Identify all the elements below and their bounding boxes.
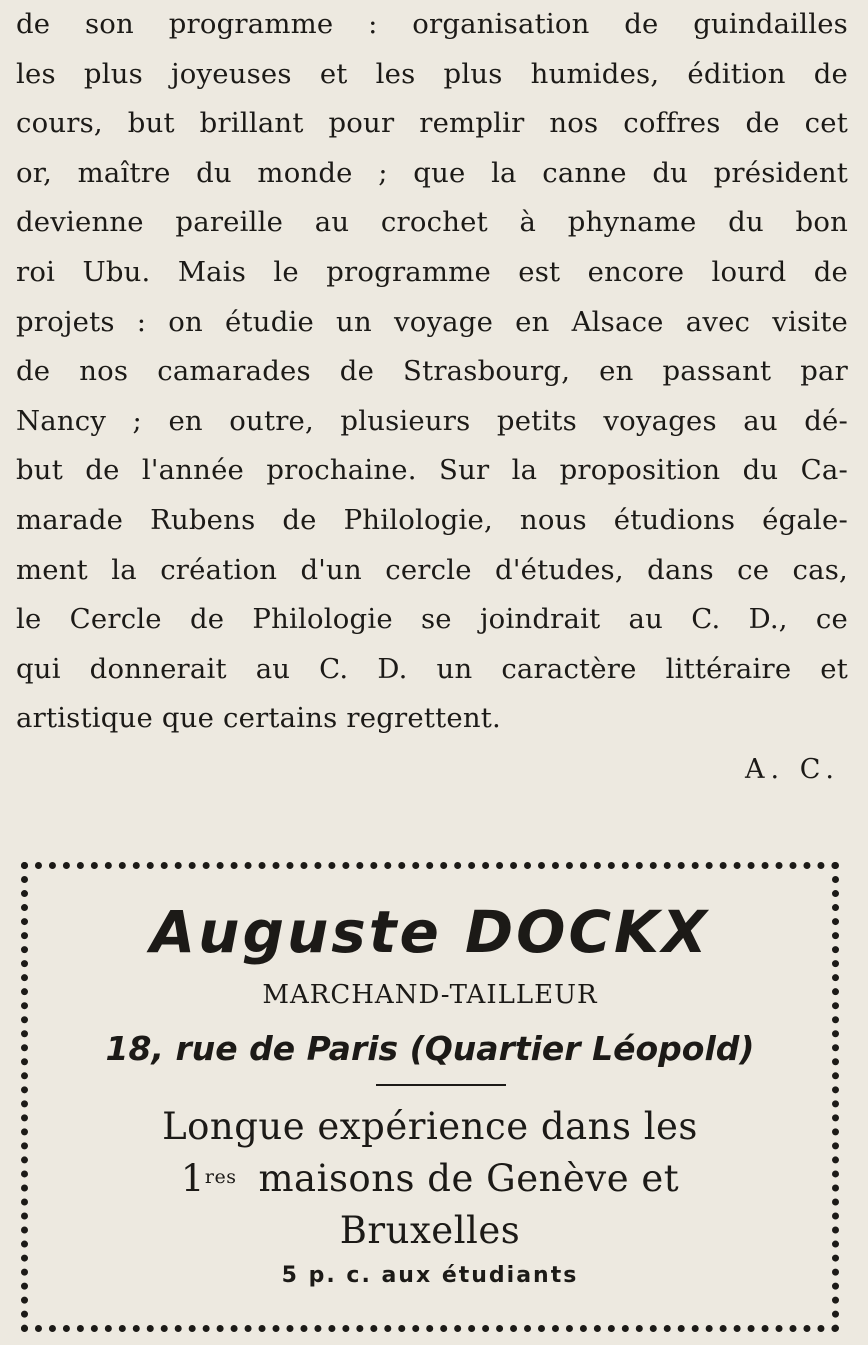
- discount-note: 5 p. c. aux étudiants: [281, 1263, 579, 1288]
- advertiser-experience: [28, 1101, 832, 1257]
- advertisement-box: [21, 862, 839, 1332]
- experience-line: [28, 1153, 832, 1205]
- article-line: de nos camarades de Strasbourg, en passant par: [16, 355, 848, 388]
- article-line: de son programme : organisation de guindailles: [16, 8, 848, 40]
- experience-number: 1: [180, 1157, 205, 1200]
- article-line: cours, but brillant pour remplir nos coffres de cet: [16, 107, 848, 140]
- advertiser-trade: MARCHAND-TAILLEUR: [262, 980, 598, 1010]
- article-line: projets : on étudie un voyage en Alsace avec visite: [16, 305, 848, 338]
- article-line: roi Ubu. Mais le programme est encore lourd de: [16, 255, 848, 288]
- divider: [376, 1084, 506, 1086]
- article-signature: A. C.: [745, 754, 840, 785]
- advertiser-name: Auguste DOCKX: [150, 898, 710, 966]
- article-line: but de l'année prochaine. Sur la proposition du Ca-: [16, 454, 848, 487]
- article-line: artistique que certains regrettent.: [16, 702, 501, 735]
- experience-superscript: res: [204, 1166, 237, 1188]
- article-body: [16, 0, 848, 744]
- article-line: or, maître du monde ; que la canne du président: [16, 156, 848, 189]
- article-line: ment la création d'un cercle d'études, dans ce cas,: [16, 553, 848, 586]
- article-line: Nancy ; en outre, plusieurs petits voyages au dé-: [16, 404, 848, 437]
- experience-rest: maisons de Genève et: [258, 1157, 680, 1200]
- article-line: qui donnerait au C. D. un caractère littéraire et: [16, 652, 848, 685]
- article-line: les plus joyeuses et les plus humides, édition de: [16, 57, 848, 90]
- article-line: le Cercle de Philologie se joindrait au C. D., ce: [16, 603, 848, 636]
- article-line: devienne pareille au crochet à phyname du bon: [16, 206, 848, 239]
- experience-line: Longue expérience dans les: [162, 1105, 698, 1148]
- experience-line: Bruxelles: [339, 1209, 521, 1252]
- advertiser-address: 18, rue de Paris (Quartier Léopold): [105, 1029, 755, 1068]
- article-line: marade Rubens de Philologie, nous étudions égale-: [16, 503, 848, 536]
